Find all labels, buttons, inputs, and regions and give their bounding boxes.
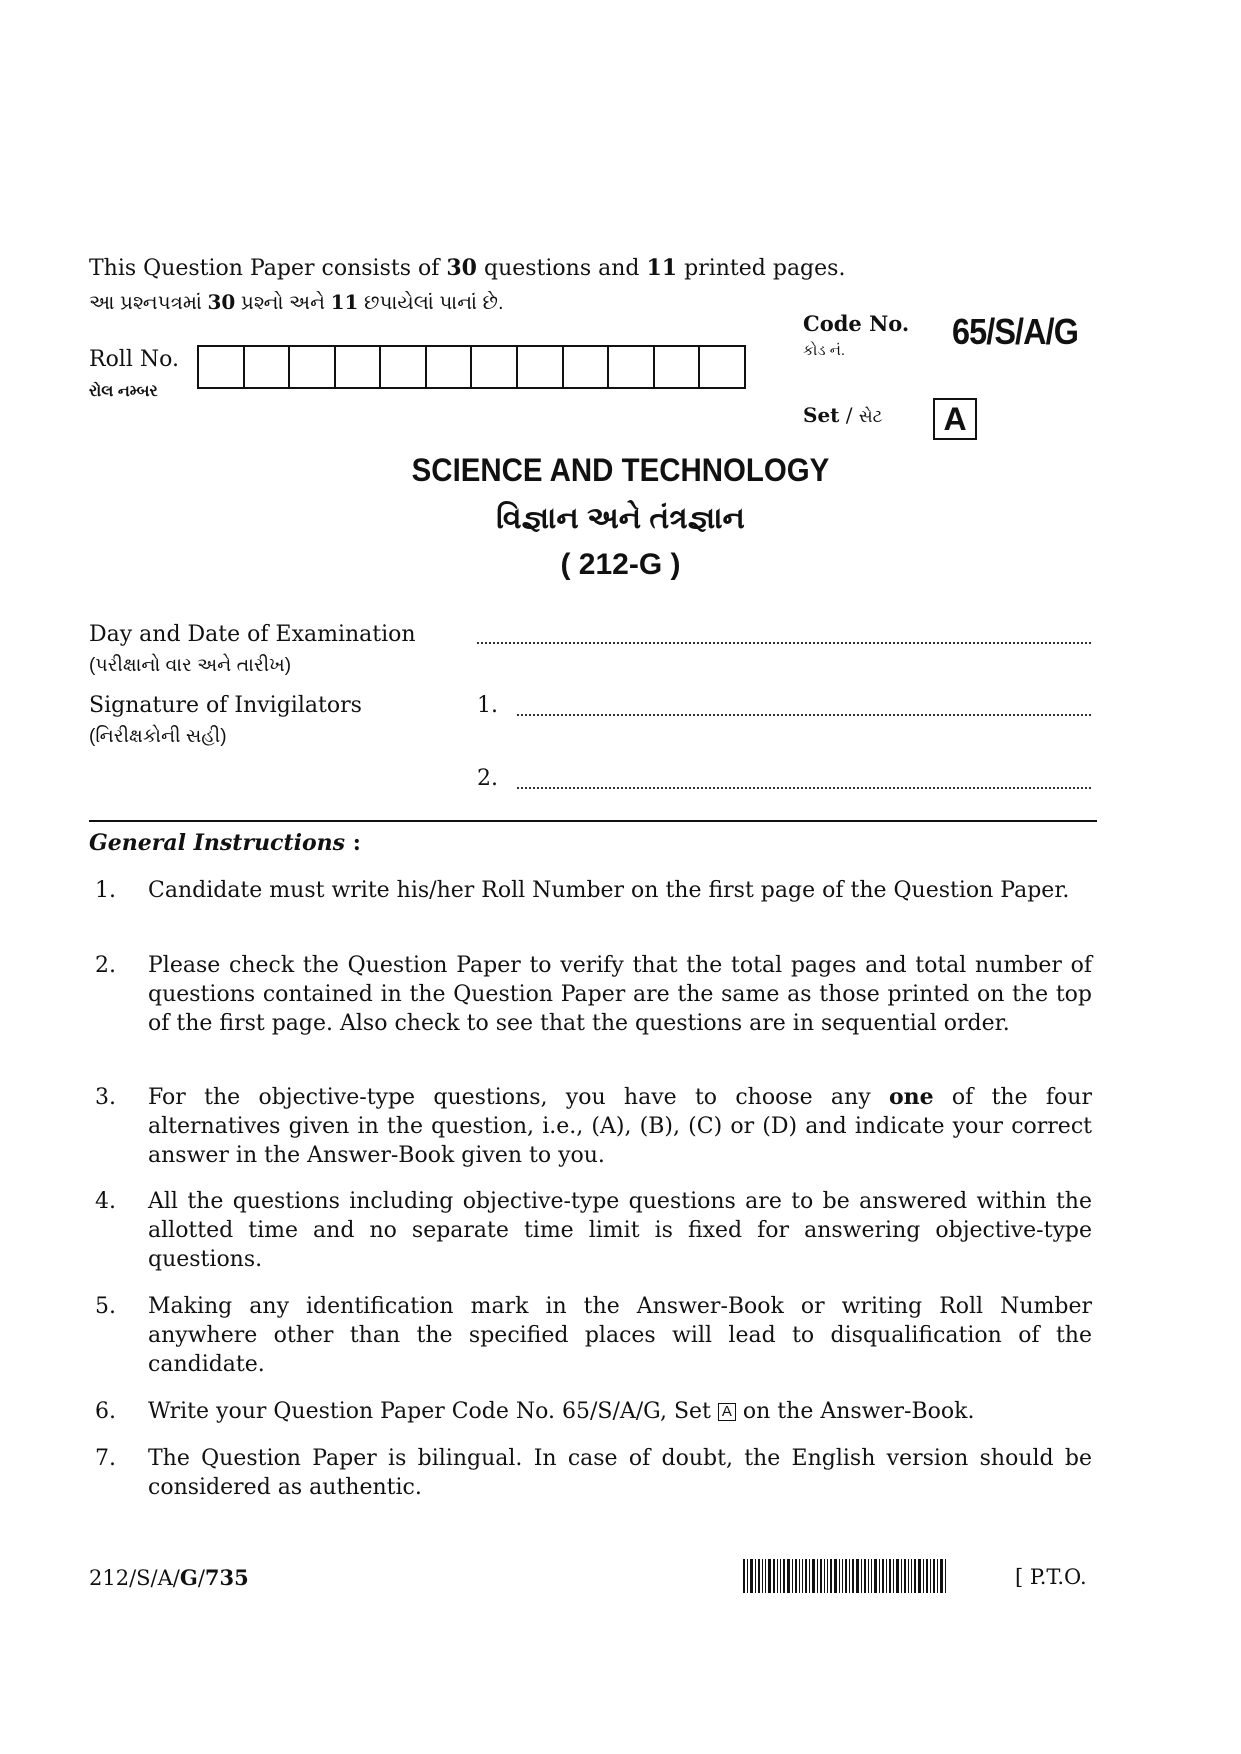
paper-info-english: This Question Paper consists of 30 questions and 11 printed pages.	[89, 255, 846, 281]
roll-number-boxes[interactable]	[197, 345, 746, 389]
instruction-item: 4. All the questions including objective-type questions are to be answered within the allotted time and no separate time limit is fixed for answering objective-type questions.	[95, 1189, 1092, 1272]
pto-label: [ P.T.O.	[1015, 1565, 1087, 1589]
roll-cell[interactable]	[245, 347, 291, 387]
set-box: A	[933, 398, 977, 440]
set-label: Set / સેટ	[803, 403, 883, 427]
roll-cell[interactable]	[427, 347, 473, 387]
roll-cell[interactable]	[609, 347, 655, 387]
invigilator-signature-label: Signature of Invigilators	[89, 693, 362, 718]
code-number: 65/S/A/G	[952, 311, 1079, 352]
roll-cell[interactable]	[199, 347, 245, 387]
signature-1-number: 1.	[477, 693, 498, 718]
subject-code: ( 212-G )	[560, 548, 681, 581]
set-mini-box: A	[718, 1403, 736, 1421]
roll-label-gujarati: રોલ નમ્બર	[89, 383, 158, 400]
code-label: Code No.	[803, 311, 910, 336]
roll-cell[interactable]	[336, 347, 382, 387]
roll-cell[interactable]	[290, 347, 336, 387]
roll-label: Roll No.	[89, 347, 179, 372]
exam-date-line[interactable]	[477, 642, 1091, 644]
instruction-item: 1. Candidate must write his/her Roll Number on the first page of the Question Paper.	[95, 878, 1070, 903]
instruction-item: 5. Making any identification mark in the Answer-Book or writing Roll Number anywhere other than the specified places will lead to disqualification of the candidate.	[95, 1294, 1092, 1377]
instructions-heading: General Instructions :	[89, 830, 361, 856]
subject-title-gujarati: વિજ્ઞાન અને તંત્રજ્ઞાન	[496, 502, 745, 535]
roll-cell[interactable]	[564, 347, 610, 387]
barcode-image	[743, 1559, 1007, 1593]
exam-date-label-gujarati: (પરીક્ષાનો વાર અને તારીખ)	[89, 655, 292, 676]
signature-2-line[interactable]	[517, 787, 1091, 789]
signature-2-number: 2.	[477, 766, 498, 791]
instruction-item: 6. Write your Question Paper Code No. 65/S/A/G, Set A on the Answer-Book.	[95, 1399, 975, 1424]
roll-cell[interactable]	[655, 347, 701, 387]
roll-cell[interactable]	[472, 347, 518, 387]
roll-cell[interactable]	[518, 347, 564, 387]
footer-paper-code: 212/S/A/G/735	[89, 1565, 249, 1590]
code-label-gujarati: કોડ નં.	[803, 342, 846, 359]
divider	[89, 820, 1097, 822]
roll-cell[interactable]	[700, 347, 744, 387]
exam-date-label: Day and Date of Examination	[89, 622, 416, 647]
instruction-item: 7. The Question Paper is bilingual. In case of doubt, the English version should be considered as authentic.	[95, 1446, 1092, 1500]
paper-info-gujarati: આ પ્રશ્નપત્રમાં 30 પ્રશ્નો અને 11 છપાયેલાં પાનાં છે.	[89, 290, 504, 314]
subject-title: SCIENCE AND TECHNOLOGY	[411, 452, 830, 488]
signature-1-line[interactable]	[517, 714, 1091, 716]
roll-cell[interactable]	[381, 347, 427, 387]
invigilator-signature-label-gujarati: (નિરીક્ષકોની સહી)	[89, 726, 227, 747]
instruction-item: 2. Please check the Question Paper to verify that the total pages and total number of questions contained in the Question Paper are the same as those printed on the top of the first page. Also check to see that the questions are in sequential order.	[95, 953, 1092, 1036]
instruction-item: 3. For the objective-type questions, you have to choose any one of the four alternatives given in the question, i.e., (A), (B), (C) or (D) and indicate your correct answer in the Answer-Book given to you.	[95, 1084, 1092, 1168]
